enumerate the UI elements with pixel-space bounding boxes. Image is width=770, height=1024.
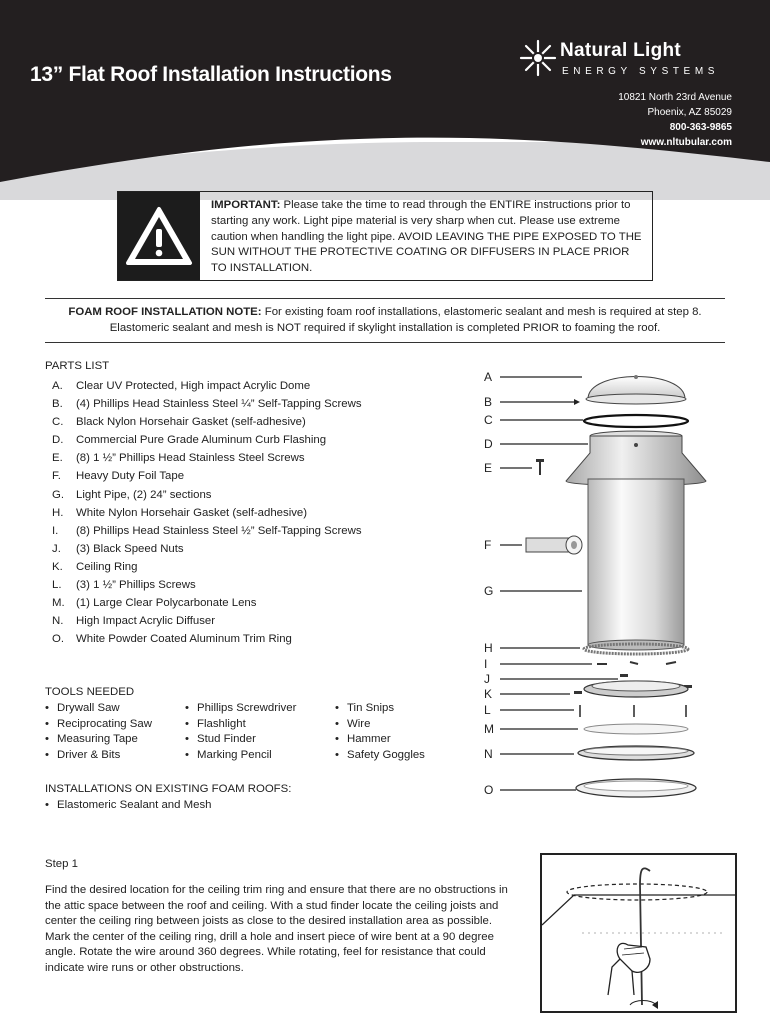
part-description: Light Pipe, (2) 24” sections	[76, 488, 212, 501]
foam-installations-heading: INSTALLATIONS ON EXISTING FOAM ROOFS:	[45, 783, 292, 795]
part-letter: H.	[52, 506, 64, 519]
important-warning-box	[117, 191, 653, 281]
diffuser-part-n	[578, 746, 694, 760]
step-1-title: Step 1	[45, 858, 78, 870]
warning-icon-panel	[118, 192, 200, 280]
diagram-label-j: J	[484, 672, 490, 686]
tools-heading: TOOLS NEEDED	[45, 686, 135, 698]
sunburst-logo-icon	[518, 38, 558, 78]
light-pipe-part-g	[588, 479, 684, 650]
page-title: 13” Flat Roof Installation Instructions	[30, 63, 392, 86]
address-line-1: 10821 North 23rd Avenue	[618, 92, 732, 103]
diagram-label-b: B	[484, 395, 493, 409]
tools-column-3	[335, 701, 425, 763]
diagram-label-o: O	[484, 783, 494, 797]
step-1-illustration	[540, 853, 737, 1013]
parts-list-item	[52, 413, 362, 431]
parts-list-item	[52, 449, 362, 467]
exploded-parts-diagram	[470, 355, 710, 815]
tool-item: • Drywall Saw	[45, 701, 152, 717]
tool-item: • Hammer	[335, 732, 425, 748]
website: www.nltubular.com	[640, 137, 732, 148]
part-letter: I.	[52, 524, 59, 537]
phone-number: 800-363-9865	[669, 122, 732, 133]
foil-tape-part-f	[526, 536, 582, 554]
foam-roof-note	[45, 298, 725, 343]
parts-list-item	[52, 504, 362, 522]
curb-flashing-part-d	[566, 431, 706, 486]
tool-item: • Reciprocating Saw	[45, 717, 152, 733]
parts-list-item	[52, 612, 362, 630]
part-letter: K.	[52, 560, 63, 573]
part-letter: D.	[52, 434, 64, 447]
step-1-text: Find the desired location for the ceiling trim ring and ensure that there are no obstructions in the attic space between the roof and ceiling. With a stud finder locate the ceiling joists and center the ceiling ring between joists as close to the desired installation area as possible. Mark the center of the ceiling ring, drill a hole and insert piece of wire bent at a 90 degree angle. Rotate the wire around 360 degrees. While rotating, feel for resistance that could indicate wire runs or other obstructions.	[45, 884, 508, 974]
tool-item: • Safety Goggles	[335, 748, 425, 764]
logo-subtitle: ENERGY SYSTEMS	[562, 66, 720, 77]
parts-list-item	[52, 467, 362, 485]
foam-note-label: FOAM ROOF INSTALLATION NOTE:	[68, 306, 262, 318]
part-description: High Impact Acrylic Diffuser	[76, 615, 216, 628]
tools-column-2	[185, 701, 296, 763]
part-letter: G.	[52, 488, 65, 501]
parts-list-item	[52, 377, 362, 395]
screws-part-l	[580, 705, 686, 717]
tool-item: • Marking Pencil	[185, 748, 296, 764]
part-description: White Nylon Horsehair Gasket (self-adhesive)	[76, 506, 308, 519]
part-description: Ceiling Ring	[76, 560, 138, 573]
part-letter: L.	[52, 579, 62, 592]
diagram-label-d: D	[484, 437, 493, 451]
part-description: White Powder Coated Aluminum Trim Ring	[76, 633, 292, 646]
address-line-2: Phoenix, AZ 85029	[647, 107, 732, 118]
part-description: Commercial Pure Grade Aluminum Curb Flashing	[76, 434, 327, 447]
part-letter: M.	[52, 597, 65, 610]
lens-part-m	[584, 724, 688, 734]
diagram-label-f: F	[484, 538, 492, 552]
part-description: (3) Black Speed Nuts	[76, 542, 184, 555]
company-logo	[518, 36, 738, 86]
part-description: Clear UV Protected, High impact Acrylic Dome	[76, 380, 311, 392]
diagram-label-e: E	[484, 461, 493, 475]
parts-list-heading: PARTS LIST	[45, 360, 110, 372]
part-letter: C.	[52, 416, 64, 429]
gasket-part-c	[584, 415, 688, 427]
parts-list-item	[52, 486, 362, 504]
part-letter: N.	[52, 615, 64, 628]
parts-list-item	[52, 540, 362, 558]
screws-part-i	[597, 662, 676, 664]
trim-ring-part-o	[576, 779, 696, 797]
part-letter: B.	[52, 398, 63, 411]
tool-item: • Flashlight	[185, 717, 296, 733]
part-description: (1) Large Clear Polycarbonate Lens	[76, 597, 257, 610]
part-description: (8) 1 ½” Phillips Head Stainless Steel Screws	[76, 452, 305, 465]
part-letter: A.	[52, 380, 63, 392]
part-description: (8) Phillips Head Stainless Steel ½” Self-Tapping Screws	[76, 524, 362, 537]
parts-list-item	[52, 558, 362, 576]
screw-part-e	[536, 459, 544, 475]
diagram-label-l: L	[484, 703, 491, 717]
logo-name: Natural Light	[560, 40, 682, 61]
parts-list	[52, 377, 362, 648]
part-letter: J.	[52, 542, 61, 555]
tool-item: • Wire	[335, 717, 425, 733]
diagram-label-i: I	[484, 657, 488, 671]
tool-item: • Driver & Bits	[45, 748, 152, 764]
part-description: (4) Phillips Head Stainless Steel ¼” Self-Tapping Screws	[76, 398, 362, 411]
important-body: Please take the time to read through the ENTIRE instructions prior to starting any work. Light pipe material is very sharp when cut. Please use extreme caution when handling the light pipe. AVOID LEAVING THE PIPE EXPOSED TO THE SUN WITHOUT THE PROTECTIVE COATING OR DIFFUSERS IN PLACE PRIOR TO INSTALLATION.	[211, 199, 642, 275]
part-letter: E.	[52, 452, 63, 465]
part-letter: O.	[52, 633, 65, 646]
ceiling-ring-part-k	[584, 681, 688, 697]
tool-item: • Tin Snips	[335, 701, 425, 717]
parts-list-item	[52, 576, 362, 594]
diagram-label-c: C	[484, 413, 493, 427]
tool-item: • Phillips Screwdriver	[185, 701, 296, 717]
diagram-label-n: N	[484, 747, 493, 761]
diagram-label-k: K	[484, 687, 493, 701]
part-description: (3) 1 ½” Phillips Screws	[76, 579, 196, 592]
part-description: Black Nylon Horsehair Gasket (self-adhesive)	[76, 416, 306, 429]
part-letter: F.	[52, 470, 61, 483]
foam-installations-item: • Elastomeric Sealant and Mesh	[45, 799, 212, 811]
dome-part-a	[586, 375, 686, 404]
parts-list-item	[52, 594, 362, 612]
diagram-label-m: M	[484, 722, 494, 736]
parts-list-item	[52, 431, 362, 449]
page-header	[0, 0, 770, 200]
tool-item: • Stud Finder	[185, 732, 296, 748]
important-label: IMPORTANT:	[211, 199, 281, 211]
diagram-label-g: G	[484, 584, 494, 598]
parts-list-item	[52, 395, 362, 413]
part-description: Heavy Duty Foil Tape	[76, 470, 185, 483]
important-text	[211, 198, 645, 277]
diagram-label-h: H	[484, 641, 493, 655]
parts-list-item	[52, 522, 362, 540]
foam-note-body: For existing foam roof installations, elastomeric sealant and mesh is required at step 8. Elastomeric sealant and mesh is NOT required if skylight installation is completed PRIOR to foaming the roof.	[109, 306, 702, 334]
warning-triangle-icon	[118, 192, 200, 280]
ceiling-wire-illustration	[542, 855, 735, 1011]
diagram-label-a: A	[484, 370, 493, 384]
tools-column-1	[45, 701, 152, 763]
tool-item: • Measuring Tape	[45, 732, 152, 748]
company-contact	[618, 90, 732, 150]
parts-list-item	[52, 630, 362, 648]
